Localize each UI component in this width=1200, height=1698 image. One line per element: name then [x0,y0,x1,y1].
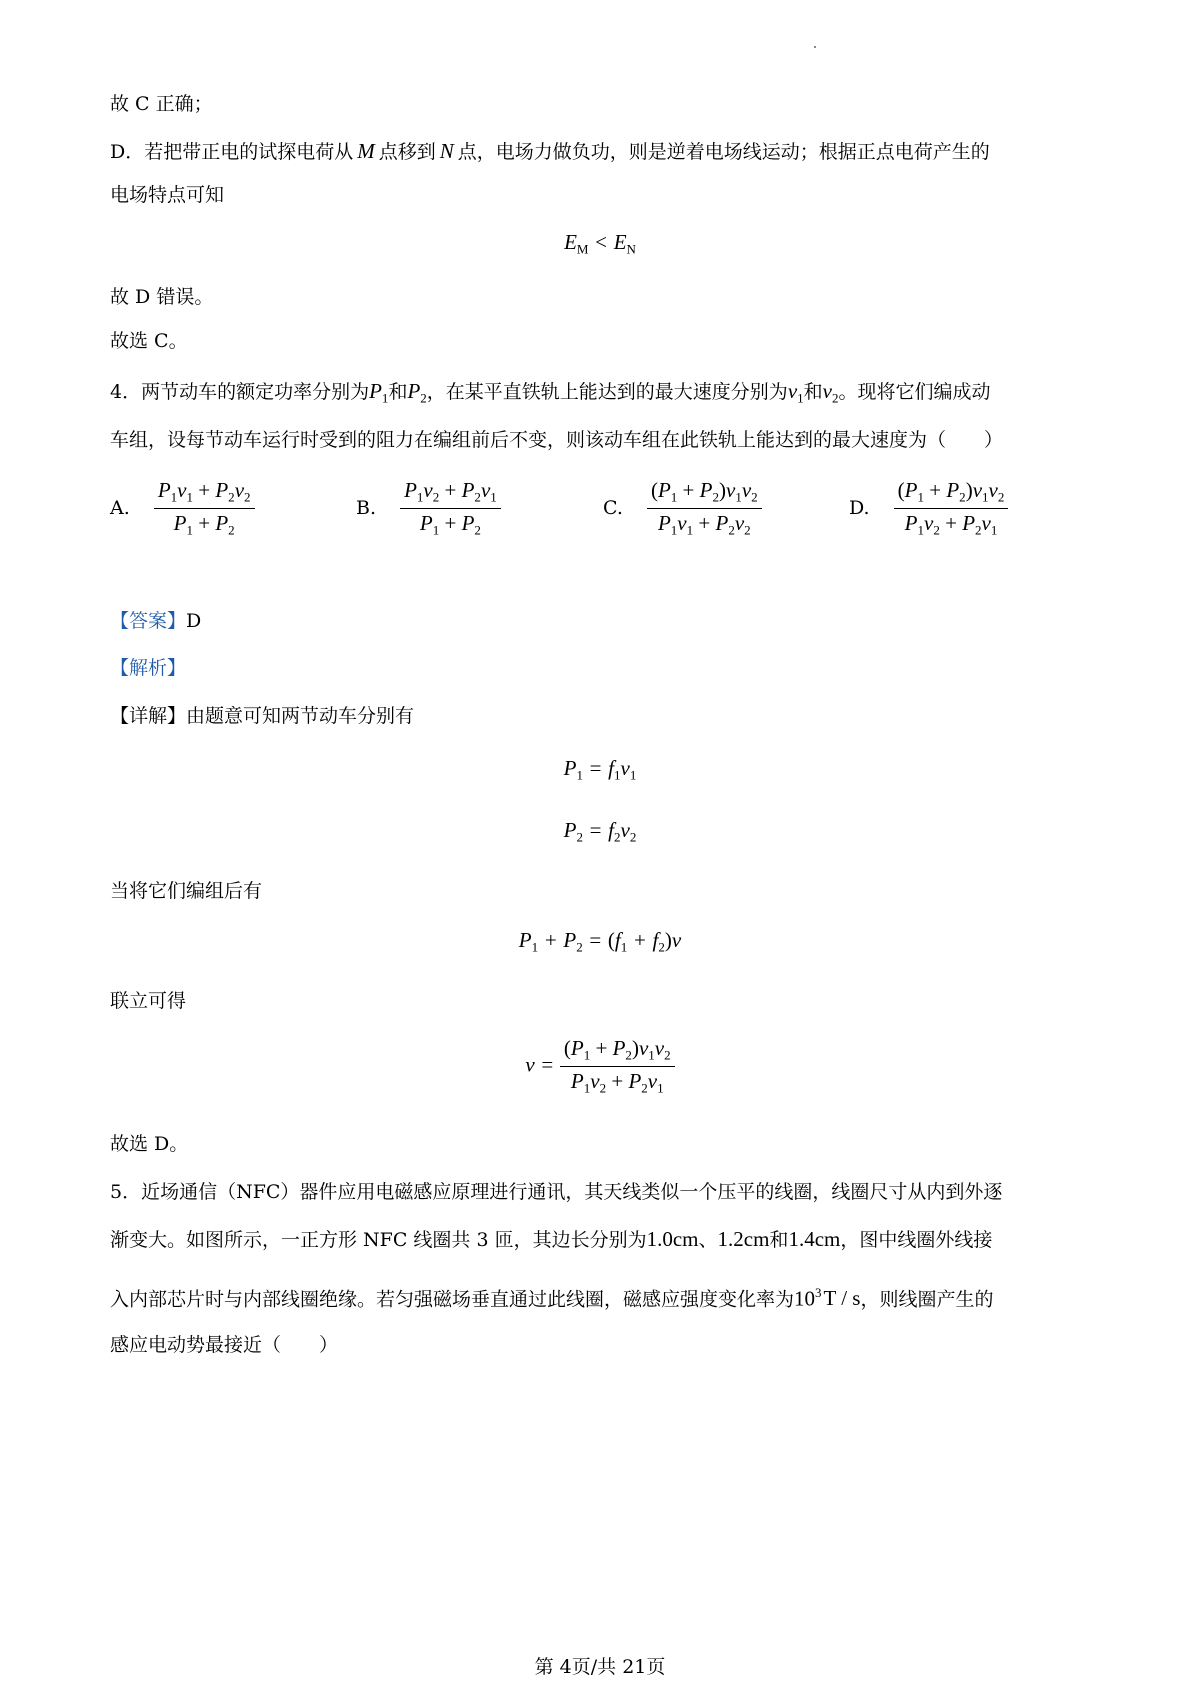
choose-c-line: 故选 C。 [110,330,188,352]
q4-stem-line2: 车组，设每节动车运行时受到的阻力在编组前后不变，则该动车组在此铁轨上能达到的最大速度为（ ） [110,429,1004,451]
combine-line: 联立可得 [110,990,187,1012]
q5-stem-line2: 渐变大。如图所示，一正方形 NFC 线圈共 3 匝，其边长分别为1.0cm、1.2cm和1.4cm，图中线圈外线接 [110,1227,993,1251]
q5-stem-line1: 5．近场通信（NFC）器件应用电磁感应原理进行通讯，其天线类似一个压平的线圈，线圈尺寸从内到外逐 [110,1181,1003,1203]
q4-answer-line [110,606,201,636]
equation-group: $P_1 + P_2 = (f_1 + f_2)v$ [518,928,682,955]
q5-stem-line4: 感应电动势最接近（ ） [110,1334,339,1356]
after-group-line: 当将它们编组后有 [110,880,263,902]
q4-option-b: B. $\frac{P_1v_2 + P_2v_1}{P_1 + P_2}$ [356,478,501,538]
scan-speck [814,46,816,48]
option-d-analysis-line2: 电场特点可知 [110,184,225,206]
answer-value: D [186,610,202,632]
q4-stem-line1: 4．两节动车的额定功率分别为$P_1$和$P_2$，在某平直铁轨上能达到的最大速度分别为$v_1$和$v_2$。现将它们编成动 [110,379,991,406]
equation-p1: $P_1 = f_1v_1$ [563,756,637,783]
equation-p2: $P_2 = f_2v_2$ [563,818,637,845]
page-footer: 第 4页/共 21页 [534,1656,666,1678]
q4-detail-line: 【详解】由题意可知两节动车分别有 [110,705,415,727]
answer-tag: 【答案】 [110,610,187,632]
d-wrong-line: 故 D 错误。 [110,286,214,308]
q5-stem-line3: 入内部芯片时与内部线圈绝缘。若匀强磁场垂直通过此线圈，磁感应强度变化率为$10^3T$ / s，则线圈产生的 [110,1285,994,1311]
c-correct-line: 故 C 正确； [110,93,213,115]
equation-result: v = $\frac{(P_1 + P_2)v_1v_2}{P_1v_2 + P_2v_1}$ [0,1036,1200,1096]
choose-d-line: 故选 D。 [110,1133,189,1155]
equation-em-lt-en: $E_M < E_N$ [564,230,636,257]
q4-option-d: D. $\frac{(P_1 + P_2)v_1v_2}{P_1v_2 + P_2v_1}$ [849,478,1008,538]
q4-option-a: A. $\frac{P_1v_1 + P_2v_2}{P_1 + P_2}$ [110,478,255,538]
q4-analysis-tag: 【解析】 [110,657,187,679]
option-d-analysis-line1: D．若把带正电的试探电荷从 M 点移到 N 点，电场力做负功，则是逆着电场线运动；根据正点电荷产生的 [110,139,990,163]
q4-option-c: C. $\frac{(P_1 + P_2)v_1v_2}{P_1v_1 + P_2v_2}$ [603,478,762,538]
